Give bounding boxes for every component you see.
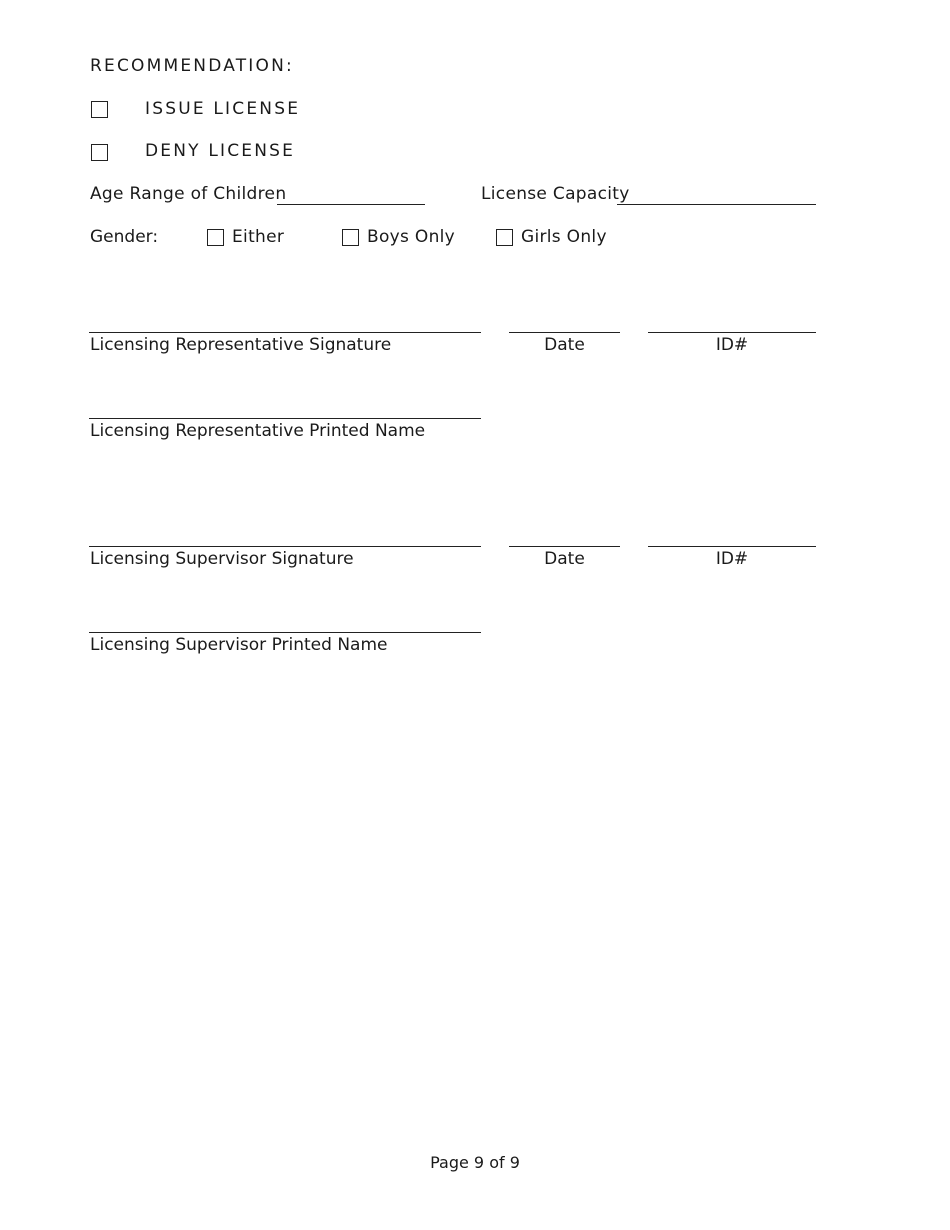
representative-printed-name-line[interactable]: [89, 418, 481, 419]
supervisor-printed-name-line[interactable]: [89, 632, 481, 633]
gender-either-label: Either: [232, 227, 285, 247]
representative-date-line[interactable]: [509, 332, 620, 333]
representative-date-label: Date: [544, 335, 585, 355]
supervisor-id-label: ID#: [715, 549, 749, 569]
issue-license-checkbox[interactable]: [91, 101, 108, 118]
supervisor-date-line[interactable]: [509, 546, 620, 547]
gender-girls-only-label: Girls Only: [521, 227, 607, 247]
supervisor-signature-line[interactable]: [89, 546, 481, 547]
representative-signature-label: Licensing Representative Signature: [90, 335, 392, 355]
page-number: Page 9 of 9: [430, 1153, 520, 1172]
gender-girls-only-checkbox[interactable]: [496, 229, 513, 246]
gender-either-checkbox[interactable]: [207, 229, 224, 246]
license-capacity-field[interactable]: [617, 204, 816, 205]
deny-license-checkbox[interactable]: [91, 144, 108, 161]
representative-printed-name-label: Licensing Representative Printed Name: [90, 421, 426, 441]
gender-label: Gender:: [90, 227, 159, 247]
representative-signature-line[interactable]: [89, 332, 481, 333]
recommendation-heading: RECOMMENDATION:: [90, 56, 294, 76]
supervisor-id-line[interactable]: [648, 546, 816, 547]
gender-boys-only-label: Boys Only: [367, 227, 456, 247]
age-range-label: Age Range of Children: [90, 184, 287, 204]
issue-license-label: ISSUE LICENSE: [145, 99, 301, 119]
age-range-field[interactable]: [277, 204, 425, 205]
representative-id-label: ID#: [715, 335, 749, 355]
deny-license-label: DENY LICENSE: [145, 141, 296, 161]
supervisor-printed-name-label: Licensing Supervisor Printed Name: [90, 635, 388, 655]
license-capacity-label: License Capacity: [481, 184, 630, 204]
gender-boys-only-checkbox[interactable]: [342, 229, 359, 246]
supervisor-signature-label: Licensing Supervisor Signature: [90, 549, 354, 569]
representative-id-line[interactable]: [648, 332, 816, 333]
supervisor-date-label: Date: [544, 549, 585, 569]
